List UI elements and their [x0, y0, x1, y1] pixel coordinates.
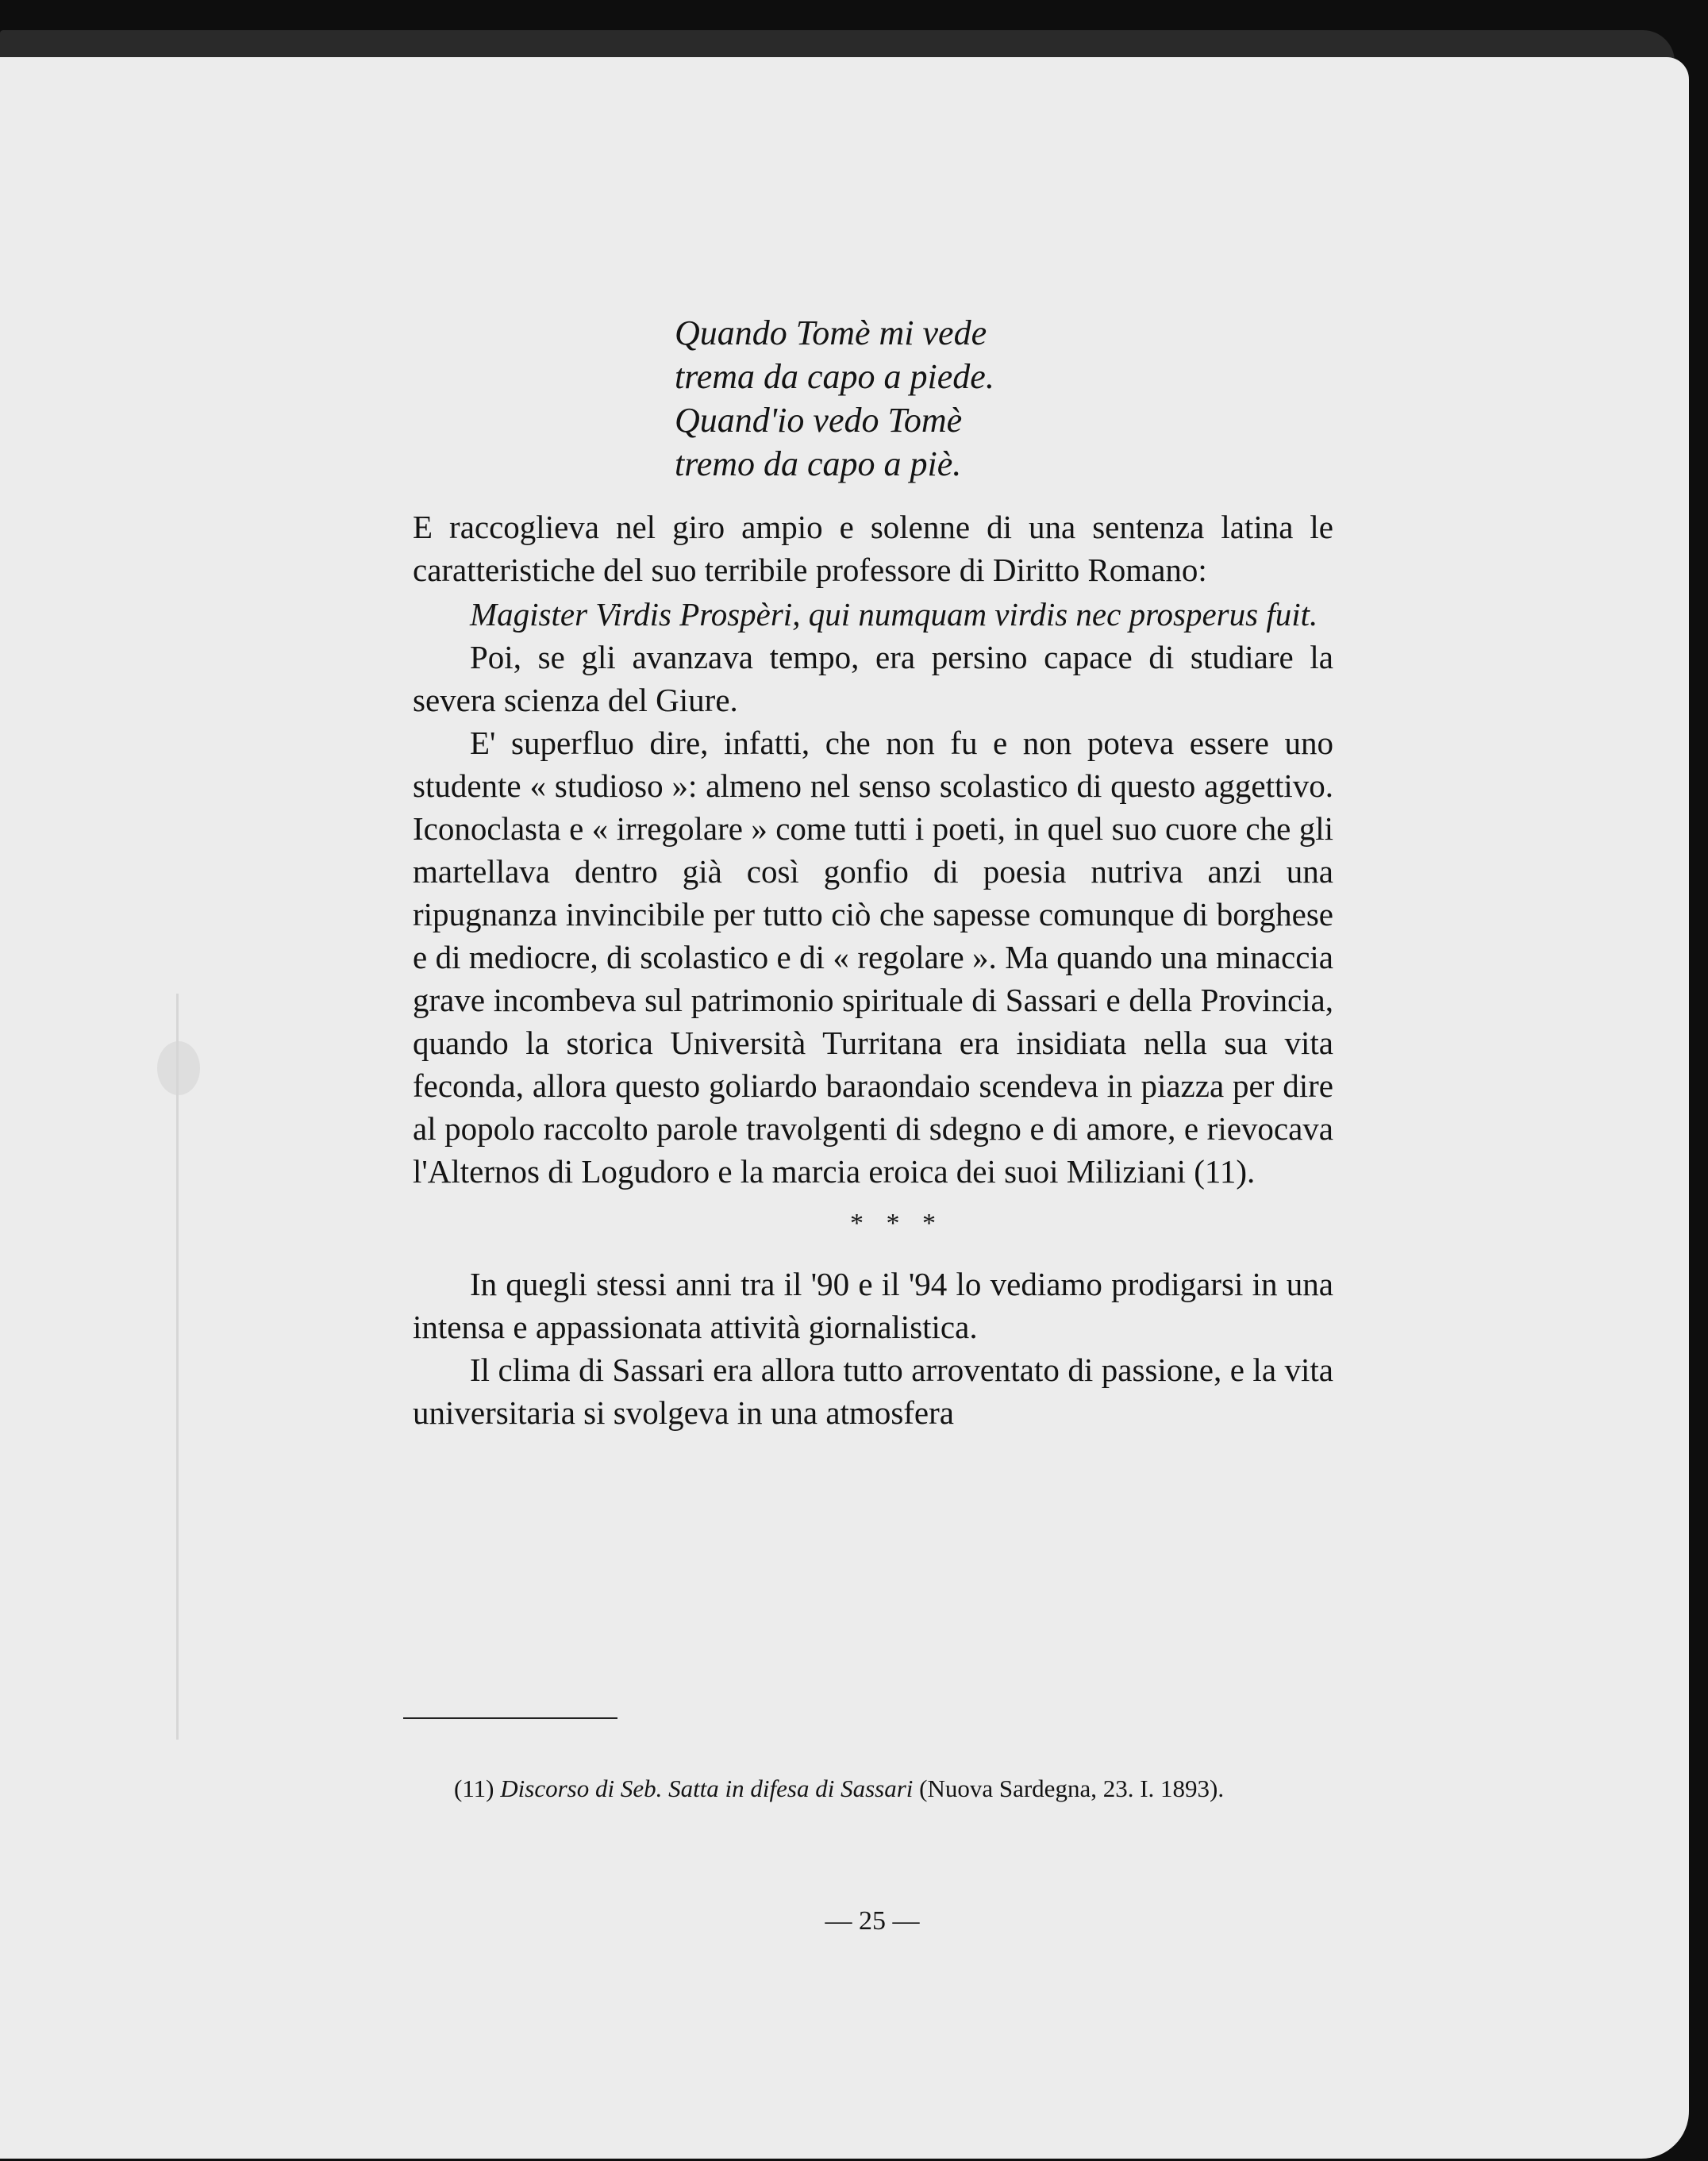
footnote-title: Discorso di Seb. Satta in difesa di Sassari [500, 1775, 914, 1802]
book-page [0, 57, 1689, 2159]
latin-sentence: Magister Virdis Prospèri, qui numquam virdis nec prosperus fuit. [470, 596, 1318, 633]
verse-quote [675, 311, 994, 486]
paragraph: Il clima di Sassari era allora tutto arroventato di passione, e la vita universitaria si svolgeva in una atmosfera [413, 1352, 1333, 1431]
verse-line: trema da capo a piede. [675, 357, 994, 396]
footnote-number: (11) [454, 1775, 494, 1802]
page-number: — 25 — [825, 1906, 920, 1936]
footnote-source: (Nuova Sardegna, 23. I. 1893). [919, 1775, 1225, 1802]
footnote [397, 1769, 1333, 1809]
paragraph: E raccoglieva nel giro ampio e solenne di una sentenza latina le caratteristiche del suo terribile professore di Diritto Romano: [413, 509, 1333, 588]
verse-line: Quando Tomè mi vede [675, 313, 987, 352]
paragraph: In quegli stessi anni tra il '90 e il '94 lo vediamo prodigarsi in una intensa e appassionata attività giornalistica. [413, 1266, 1333, 1345]
footnote-rule [403, 1717, 617, 1719]
section-separator: * * * [850, 1209, 944, 1238]
body-text [413, 506, 1333, 1434]
binding-thread [176, 994, 190, 1740]
paragraph: Poi, se gli avanzava tempo, era persino capace di studiare la severa scienza del Giure. [413, 639, 1333, 718]
paragraph: E' superfluo dire, infatti, che non fu e non poteva essere uno studente « studioso »: almeno nel senso scolastico di questo aggettivo. Iconoclasta e « irregolare » come tutti i poeti, in quel suo cuore che gli martellava dentro già così gonfio di poesia nutriva anzi una ripugnanza invincibile per tutto ciò che sapesse comunque di borghese e di mediocre, di scolastico e di « regolare ». Ma quando una minaccia grave incombeva sul patrimonio spirituale di Sassari e della Provincia, quando la storica Università Turritana era insidiata nella sua vita feconda, allora questo goliardo baraondaio scendeva in piazza per dire al popolo raccolto parole travolgenti di sdegno e di amore, e rievocava l'Alternos di Logudoro e la marcia eroica dei suoi Miliziani (11). [413, 725, 1333, 1190]
verse-line: Quand'io vedo Tomè [675, 401, 963, 440]
verse-line: tremo da capo a piè. [675, 444, 962, 483]
